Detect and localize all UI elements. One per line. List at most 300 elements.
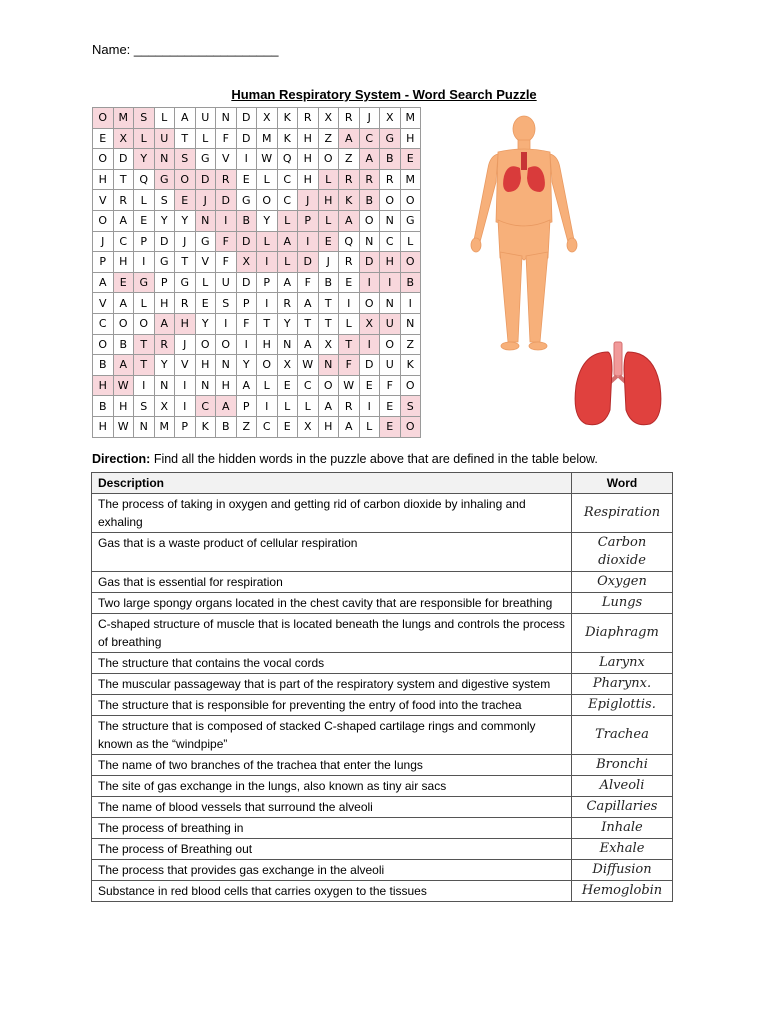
description-cell: The muscular passageway that is part of the respiratory system and digestive system: [92, 674, 572, 695]
grid-cell[interactable]: X: [380, 108, 401, 129]
grid-cell[interactable]: W: [257, 149, 278, 170]
grid-cell[interactable]: J: [175, 334, 196, 355]
grid-cell[interactable]: G: [175, 272, 196, 293]
grid-cell[interactable]: T: [134, 355, 155, 376]
grid-cell[interactable]: N: [134, 416, 155, 437]
grid-cell[interactable]: U: [154, 128, 175, 149]
grid-cell[interactable]: I: [359, 272, 380, 293]
grid-cell[interactable]: W: [339, 375, 360, 396]
grid-cell[interactable]: J: [318, 252, 339, 273]
grid-cell[interactable]: X: [318, 334, 339, 355]
grid-cell[interactable]: O: [93, 149, 114, 170]
answer-cell[interactable]: Diaphragm: [572, 614, 673, 653]
grid-cell[interactable]: H: [195, 355, 216, 376]
grid-cell[interactable]: Q: [339, 231, 360, 252]
grid-cell[interactable]: K: [400, 355, 421, 376]
table-row: [92, 494, 673, 533]
grid-cell[interactable]: U: [195, 108, 216, 129]
grid-cell[interactable]: O: [134, 313, 155, 334]
grid-cell[interactable]: D: [216, 190, 237, 211]
grid-cell[interactable]: R: [380, 169, 401, 190]
grid-cell[interactable]: A: [216, 396, 237, 417]
grid-cell[interactable]: J: [195, 190, 216, 211]
answer-cell[interactable]: Alveoli: [572, 776, 673, 797]
grid-cell[interactable]: I: [359, 396, 380, 417]
grid-cell[interactable]: N: [195, 375, 216, 396]
header-description: Description: [92, 473, 572, 494]
grid-cell[interactable]: O: [257, 355, 278, 376]
grid-row: [93, 210, 421, 231]
answer-cell[interactable]: Larynx: [572, 653, 673, 674]
grid-cell[interactable]: D: [236, 108, 257, 129]
grid-cell[interactable]: N: [380, 210, 401, 231]
grid-cell[interactable]: R: [113, 190, 134, 211]
grid-cell[interactable]: R: [339, 108, 360, 129]
grid-cell[interactable]: R: [339, 396, 360, 417]
grid-cell[interactable]: I: [359, 334, 380, 355]
grid-cell[interactable]: H: [380, 252, 401, 273]
grid-cell[interactable]: I: [175, 375, 196, 396]
grid-cell[interactable]: H: [318, 190, 339, 211]
grid-cell[interactable]: L: [298, 396, 319, 417]
grid-cell[interactable]: H: [257, 334, 278, 355]
grid-cell[interactable]: L: [134, 128, 155, 149]
grid-cell[interactable]: S: [134, 396, 155, 417]
grid-cell[interactable]: N: [277, 334, 298, 355]
grid-cell[interactable]: E: [277, 375, 298, 396]
grid-cell[interactable]: Y: [134, 149, 155, 170]
grid-cell[interactable]: D: [236, 231, 257, 252]
grid-cell[interactable]: I: [175, 396, 196, 417]
grid-cell[interactable]: I: [134, 252, 155, 273]
grid-cell[interactable]: X: [113, 128, 134, 149]
grid-cell[interactable]: O: [216, 334, 237, 355]
grid-cell[interactable]: H: [93, 416, 114, 437]
grid-cell[interactable]: O: [400, 416, 421, 437]
grid-row: [93, 355, 421, 376]
grid-cell[interactable]: L: [134, 293, 155, 314]
answer-cell[interactable]: Lungs: [572, 593, 673, 614]
grid-cell[interactable]: H: [216, 375, 237, 396]
table-row: [92, 614, 673, 653]
grid-cell[interactable]: Y: [277, 313, 298, 334]
grid-cell[interactable]: R: [277, 293, 298, 314]
grid-cell[interactable]: B: [380, 149, 401, 170]
grid-cell[interactable]: Y: [175, 210, 196, 231]
grid-cell[interactable]: C: [277, 190, 298, 211]
grid-cell[interactable]: F: [339, 355, 360, 376]
grid-cell[interactable]: D: [154, 231, 175, 252]
grid-cell[interactable]: U: [380, 313, 401, 334]
grid-cell[interactable]: V: [93, 293, 114, 314]
description-cell: C-shaped structure of muscle that is located beneath the lungs and controls the process of breathing: [92, 614, 572, 653]
grid-cell[interactable]: O: [257, 190, 278, 211]
grid-cell[interactable]: B: [318, 272, 339, 293]
grid-cell[interactable]: O: [93, 334, 114, 355]
grid-cell[interactable]: R: [359, 169, 380, 190]
grid-cell[interactable]: W: [113, 375, 134, 396]
grid-cell[interactable]: Z: [400, 334, 421, 355]
grid-cell[interactable]: Z: [318, 128, 339, 149]
grid-cell[interactable]: L: [195, 128, 216, 149]
grid-cell[interactable]: S: [216, 293, 237, 314]
answer-cell[interactable]: Pharynx.: [572, 674, 673, 695]
grid-cell[interactable]: H: [113, 252, 134, 273]
grid-cell[interactable]: O: [380, 334, 401, 355]
grid-cell[interactable]: P: [236, 396, 257, 417]
grid-cell[interactable]: Y: [154, 355, 175, 376]
grid-cell[interactable]: D: [236, 272, 257, 293]
grid-cell[interactable]: I: [298, 231, 319, 252]
description-cell: Gas that is a waste product of cellular respiration: [92, 533, 572, 572]
grid-cell[interactable]: A: [93, 272, 114, 293]
grid-cell[interactable]: B: [93, 396, 114, 417]
grid-cell[interactable]: R: [154, 334, 175, 355]
grid-cell[interactable]: A: [339, 128, 360, 149]
page-title: [0, 86, 768, 104]
grid-cell[interactable]: V: [175, 355, 196, 376]
human-body-illustration: [468, 112, 580, 361]
grid-cell[interactable]: I: [236, 149, 257, 170]
grid-cell[interactable]: B: [236, 210, 257, 231]
grid-cell[interactable]: M: [400, 108, 421, 129]
grid-cell[interactable]: V: [93, 190, 114, 211]
grid-cell[interactable]: C: [195, 396, 216, 417]
grid-cell[interactable]: G: [400, 210, 421, 231]
grid-cell[interactable]: O: [318, 149, 339, 170]
grid-cell[interactable]: N: [216, 108, 237, 129]
grid-cell[interactable]: L: [195, 272, 216, 293]
grid-cell[interactable]: J: [93, 231, 114, 252]
grid-cell[interactable]: B: [113, 334, 134, 355]
grid-cell[interactable]: H: [400, 128, 421, 149]
grid-cell[interactable]: A: [298, 293, 319, 314]
grid-cell[interactable]: J: [175, 231, 196, 252]
grid-row: [93, 396, 421, 417]
grid-cell[interactable]: O: [93, 108, 114, 129]
grid-cell[interactable]: F: [236, 313, 257, 334]
grid-cell[interactable]: B: [359, 190, 380, 211]
grid-cell[interactable]: D: [195, 169, 216, 190]
grid-cell[interactable]: U: [380, 355, 401, 376]
answer-cell[interactable]: Trachea: [572, 716, 673, 755]
grid-cell[interactable]: D: [359, 355, 380, 376]
grid-cell[interactable]: F: [216, 128, 237, 149]
grid-cell[interactable]: C: [298, 375, 319, 396]
grid-cell[interactable]: E: [175, 190, 196, 211]
grid-cell[interactable]: T: [257, 313, 278, 334]
grid-cell[interactable]: B: [93, 355, 114, 376]
grid-cell[interactable]: L: [257, 375, 278, 396]
grid-cell[interactable]: E: [277, 416, 298, 437]
grid-cell[interactable]: K: [277, 108, 298, 129]
grid-cell[interactable]: T: [318, 313, 339, 334]
grid-cell[interactable]: L: [257, 169, 278, 190]
grid-cell[interactable]: G: [134, 272, 155, 293]
table-row: [92, 839, 673, 860]
grid-cell[interactable]: O: [318, 375, 339, 396]
grid-cell[interactable]: O: [93, 210, 114, 231]
grid-cell[interactable]: G: [380, 128, 401, 149]
grid-row: [93, 416, 421, 437]
grid-cell[interactable]: N: [359, 231, 380, 252]
grid-cell[interactable]: W: [298, 355, 319, 376]
answer-cell[interactable]: Epiglottis.: [572, 695, 673, 716]
grid-cell[interactable]: R: [339, 252, 360, 273]
grid-cell[interactable]: H: [93, 375, 114, 396]
grid-cell[interactable]: T: [175, 252, 196, 273]
grid-cell[interactable]: A: [318, 396, 339, 417]
grid-cell[interactable]: T: [298, 313, 319, 334]
grid-cell[interactable]: G: [154, 252, 175, 273]
answer-cell[interactable]: Oxygen: [572, 572, 673, 593]
grid-cell[interactable]: F: [298, 272, 319, 293]
grid-cell[interactable]: X: [298, 416, 319, 437]
description-cell: The process of breathing in: [92, 818, 572, 839]
answer-cell[interactable]: Capillaries: [572, 797, 673, 818]
grid-cell[interactable]: H: [318, 416, 339, 437]
grid-cell[interactable]: T: [134, 334, 155, 355]
grid-cell[interactable]: F: [216, 231, 237, 252]
grid-cell[interactable]: I: [257, 293, 278, 314]
grid-cell[interactable]: P: [257, 272, 278, 293]
grid-cell[interactable]: I: [339, 293, 360, 314]
grid-cell[interactable]: D: [298, 252, 319, 273]
grid-cell[interactable]: E: [339, 272, 360, 293]
grid-cell[interactable]: L: [359, 416, 380, 437]
grid-cell[interactable]: I: [216, 313, 237, 334]
answer-cell[interactable]: Bronchi: [572, 755, 673, 776]
grid-cell[interactable]: L: [400, 231, 421, 252]
grid-cell[interactable]: S: [154, 190, 175, 211]
grid-cell[interactable]: G: [236, 190, 257, 211]
grid-cell[interactable]: Y: [195, 313, 216, 334]
grid-cell[interactable]: N: [318, 355, 339, 376]
grid-cell[interactable]: O: [359, 293, 380, 314]
grid-cell[interactable]: E: [380, 416, 401, 437]
grid-cell[interactable]: T: [175, 128, 196, 149]
grid-cell[interactable]: K: [339, 190, 360, 211]
grid-cell[interactable]: A: [277, 231, 298, 252]
grid-cell[interactable]: E: [359, 375, 380, 396]
grid-cell[interactable]: I: [257, 252, 278, 273]
grid-cell[interactable]: X: [318, 108, 339, 129]
direction-text: [92, 452, 598, 466]
grid-cell[interactable]: S: [400, 396, 421, 417]
grid-cell[interactable]: Z: [236, 416, 257, 437]
table-header-row: [92, 473, 673, 494]
grid-cell[interactable]: O: [113, 313, 134, 334]
grid-cell[interactable]: N: [216, 355, 237, 376]
answer-cell[interactable]: Carbon dioxide: [572, 533, 673, 572]
grid-cell[interactable]: E: [236, 169, 257, 190]
grid-cell[interactable]: V: [216, 149, 237, 170]
grid-cell[interactable]: P: [134, 231, 155, 252]
grid-cell[interactable]: O: [400, 375, 421, 396]
grid-row: [93, 313, 421, 334]
description-cell: The process that provides gas exchange in the alveoli: [92, 860, 572, 881]
grid-cell[interactable]: A: [298, 334, 319, 355]
grid-cell[interactable]: L: [318, 169, 339, 190]
grid-cell[interactable]: Y: [257, 210, 278, 231]
table-row: [92, 860, 673, 881]
grid-cell[interactable]: E: [93, 128, 114, 149]
grid-cell[interactable]: E: [134, 210, 155, 231]
grid-cell[interactable]: L: [277, 396, 298, 417]
grid-row: [93, 190, 421, 211]
grid-cell[interactable]: W: [113, 416, 134, 437]
grid-cell[interactable]: P: [175, 416, 196, 437]
grid-cell[interactable]: C: [113, 231, 134, 252]
table-row: [92, 533, 673, 572]
grid-cell[interactable]: C: [257, 416, 278, 437]
grid-cell[interactable]: L: [318, 210, 339, 231]
grid-cell[interactable]: A: [339, 210, 360, 231]
answer-cell[interactable]: Respiration: [572, 494, 673, 533]
grid-cell[interactable]: I: [236, 334, 257, 355]
grid-cell[interactable]: E: [195, 293, 216, 314]
grid-cell[interactable]: M: [257, 128, 278, 149]
grid-cell[interactable]: Q: [277, 149, 298, 170]
grid-cell[interactable]: E: [113, 272, 134, 293]
grid-cell[interactable]: F: [380, 375, 401, 396]
grid-cell[interactable]: F: [216, 252, 237, 273]
grid-cell[interactable]: L: [257, 231, 278, 252]
grid-cell[interactable]: I: [380, 272, 401, 293]
grid-cell[interactable]: R: [339, 169, 360, 190]
grid-cell[interactable]: T: [339, 334, 360, 355]
grid-cell[interactable]: E: [380, 396, 401, 417]
grid-cell[interactable]: A: [277, 272, 298, 293]
grid-cell[interactable]: H: [93, 169, 114, 190]
grid-cell[interactable]: G: [154, 169, 175, 190]
grid-cell[interactable]: Y: [236, 355, 257, 376]
grid-cell[interactable]: R: [298, 108, 319, 129]
grid-cell[interactable]: B: [400, 272, 421, 293]
grid-cell[interactable]: V: [195, 252, 216, 273]
description-cell: The process of taking in oxygen and getting rid of carbon dioxide by inhaling and exhaling: [92, 494, 572, 533]
grid-cell[interactable]: L: [154, 108, 175, 129]
grid-cell[interactable]: T: [113, 169, 134, 190]
grid-cell[interactable]: L: [134, 190, 155, 211]
grid-cell[interactable]: E: [318, 231, 339, 252]
grid-cell[interactable]: S: [175, 149, 196, 170]
grid-cell[interactable]: C: [380, 231, 401, 252]
answer-cell[interactable]: Inhale: [572, 818, 673, 839]
answer-cell[interactable]: Hemoglobin: [572, 881, 673, 902]
grid-cell[interactable]: J: [298, 190, 319, 211]
grid-cell[interactable]: G: [195, 149, 216, 170]
grid-cell[interactable]: N: [154, 149, 175, 170]
grid-cell[interactable]: N: [380, 293, 401, 314]
grid-cell[interactable]: P: [154, 272, 175, 293]
grid-cell[interactable]: H: [298, 128, 319, 149]
answer-cell[interactable]: Diffusion: [572, 860, 673, 881]
grid-cell[interactable]: N: [154, 375, 175, 396]
grid-cell[interactable]: Z: [339, 149, 360, 170]
grid-cell[interactable]: I: [134, 375, 155, 396]
definitions-table: [91, 472, 673, 902]
grid-cell[interactable]: C: [277, 169, 298, 190]
grid-cell[interactable]: A: [113, 210, 134, 231]
table-row: [92, 593, 673, 614]
grid-cell[interactable]: M: [113, 108, 134, 129]
grid-cell[interactable]: H: [113, 396, 134, 417]
grid-cell[interactable]: M: [154, 416, 175, 437]
grid-cell[interactable]: X: [154, 396, 175, 417]
grid-cell[interactable]: A: [113, 293, 134, 314]
grid-cell[interactable]: N: [195, 210, 216, 231]
grid-cell[interactable]: I: [216, 210, 237, 231]
grid-cell[interactable]: S: [134, 108, 155, 129]
grid-cell[interactable]: H: [298, 169, 319, 190]
grid-cell[interactable]: X: [236, 252, 257, 273]
grid-cell[interactable]: O: [400, 190, 421, 211]
grid-cell[interactable]: X: [359, 313, 380, 334]
grid-cell[interactable]: X: [277, 355, 298, 376]
grid-cell[interactable]: O: [359, 210, 380, 231]
grid-cell[interactable]: D: [113, 149, 134, 170]
grid-cell[interactable]: A: [154, 313, 175, 334]
grid-row: [93, 108, 421, 129]
grid-cell[interactable]: L: [277, 210, 298, 231]
grid-cell[interactable]: O: [380, 190, 401, 211]
grid-cell[interactable]: A: [113, 355, 134, 376]
grid-cell[interactable]: P: [236, 293, 257, 314]
grid-cell[interactable]: M: [400, 169, 421, 190]
grid-cell[interactable]: P: [93, 252, 114, 273]
grid-cell[interactable]: G: [195, 231, 216, 252]
grid-cell[interactable]: A: [359, 149, 380, 170]
grid-cell[interactable]: K: [277, 128, 298, 149]
grid-cell[interactable]: D: [236, 128, 257, 149]
table-row: [92, 818, 673, 839]
grid-cell[interactable]: J: [359, 108, 380, 129]
grid-cell[interactable]: R: [216, 169, 237, 190]
grid-cell[interactable]: H: [154, 293, 175, 314]
grid-cell[interactable]: H: [175, 313, 196, 334]
grid-cell[interactable]: C: [93, 313, 114, 334]
grid-cell[interactable]: I: [400, 293, 421, 314]
grid-cell[interactable]: N: [400, 313, 421, 334]
grid-cell[interactable]: E: [400, 149, 421, 170]
grid-cell[interactable]: Q: [134, 169, 155, 190]
grid-cell[interactable]: B: [216, 416, 237, 437]
grid-cell[interactable]: A: [175, 108, 196, 129]
grid-cell[interactable]: O: [400, 252, 421, 273]
grid-cell[interactable]: C: [359, 128, 380, 149]
grid-cell[interactable]: X: [257, 108, 278, 129]
grid-cell[interactable]: L: [277, 252, 298, 273]
grid-cell[interactable]: O: [195, 334, 216, 355]
grid-cell[interactable]: O: [175, 169, 196, 190]
description-cell: The structure that contains the vocal cords: [92, 653, 572, 674]
grid-cell[interactable]: T: [318, 293, 339, 314]
grid-cell[interactable]: I: [257, 396, 278, 417]
grid-cell[interactable]: P: [298, 210, 319, 231]
grid-cell[interactable]: L: [339, 313, 360, 334]
grid-cell[interactable]: U: [216, 272, 237, 293]
answer-cell[interactable]: Exhale: [572, 839, 673, 860]
grid-row: [93, 149, 421, 170]
grid-cell[interactable]: A: [236, 375, 257, 396]
grid-cell[interactable]: R: [175, 293, 196, 314]
grid-cell[interactable]: A: [339, 416, 360, 437]
grid-cell[interactable]: K: [195, 416, 216, 437]
grid-cell[interactable]: H: [298, 149, 319, 170]
grid-cell[interactable]: D: [359, 252, 380, 273]
grid-cell[interactable]: Y: [154, 210, 175, 231]
